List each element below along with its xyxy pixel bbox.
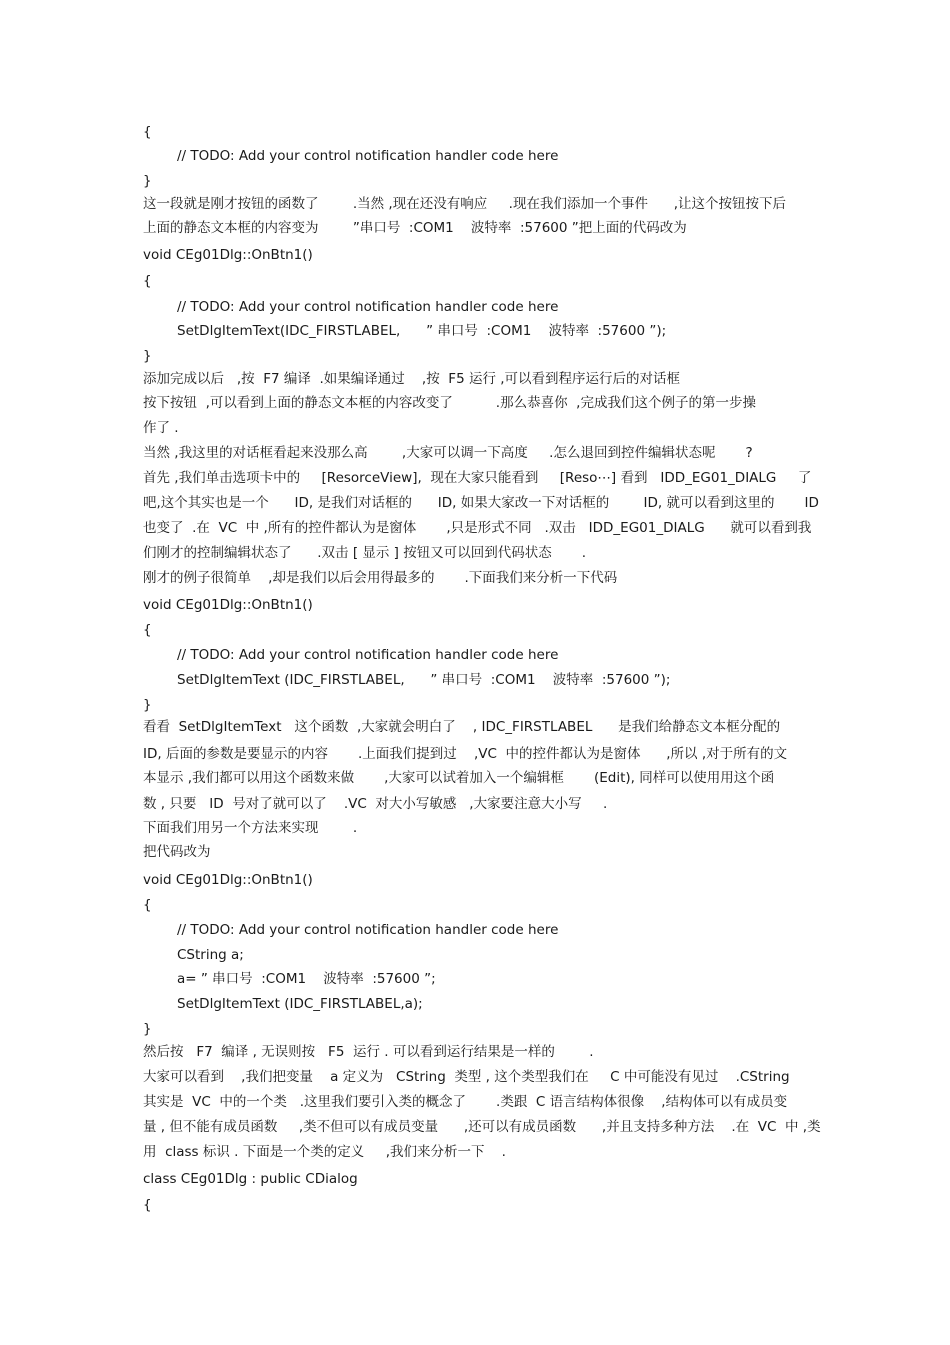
text-line: ID, 后面的参数是要显示的内容 .上面我们提到过 ,VC 中的控件都认为是窗体 ,所以 ,对于所有的文	[143, 746, 788, 762]
text-line: 量 , 但不能有成员函数 ,类不但可以有成员变量 ,还可以有成员函数 ,并且支持多种方法 .在 VC 中 ,类	[143, 1119, 821, 1135]
text-line: 首先 ,我们单击选项卡中的 [ResorceView], 现在大家只能看到 [Reso⋯] 看到 IDD_EG01_DIALG 了	[143, 470, 812, 486]
text-line: 把代码改为	[143, 844, 211, 860]
code-line: CString a;	[177, 947, 244, 963]
text-line: 作了 .	[143, 420, 179, 436]
text-line: 本显示 ,我们都可以用这个函数来做 ,大家可以试着加入一个编辑框 (Edit), 同样可以使用用这个函	[143, 770, 775, 786]
code-line: a= ” 串口号 :COM1 波特率 :57600 ”;	[177, 971, 436, 987]
text-line: 上面的静态文本框的内容变为 ”串口号 :COM1 波特率 :57600 ”把上面的代码改为	[143, 220, 687, 236]
code-line: {	[143, 273, 152, 289]
text-line: 看看 SetDlgItemText 这个函数 ,大家就会明白了 , IDC_FIRSTLABEL 是我们给静态文本框分配的	[143, 719, 781, 735]
text-line: 添加完成以后 ,按 F7 编译 .如果编译通过 ,按 F5 运行 ,可以看到程序运行后的对话框	[143, 371, 681, 387]
text-line: 用 class 标识 . 下面是一个类的定义 ,我们来分析一下 .	[143, 1144, 506, 1160]
text-line: 下面我们用另一个方法来实现 .	[143, 820, 358, 836]
code-line: // TODO: Add your control notification handler code here	[177, 148, 559, 164]
text-line: 吧,这个其实也是一个 ID, 是我们对话框的 ID, 如果大家改一下对话框的 ID, 就可以看到这里的 ID	[143, 495, 819, 511]
text-line: 们刚才的控制编辑状态了 .双击 [ 显示 ] 按钮又可以回到代码状态 .	[143, 545, 587, 561]
code-line: SetDlgItemText (IDC_FIRSTLABEL,a);	[177, 996, 423, 1012]
code-line: void CEg01Dlg::OnBtn1()	[143, 247, 313, 263]
code-line: }	[143, 1021, 152, 1037]
code-line: {	[143, 622, 152, 638]
text-line: 大家可以看到 ,我们把变量 a 定义为 CString 类型 , 这个类型我们在 C 中可能没有见过 .CString	[143, 1069, 790, 1085]
code-line: // TODO: Add your control notification handler code here	[177, 922, 559, 938]
code-line: }	[143, 348, 152, 364]
code-line: }	[143, 697, 152, 713]
text-line: 其实是 VC 中的一个类 .这里我们要引入类的概念了 .类跟 C 语言结构体很像 ,结构体可以有成员变	[143, 1094, 788, 1110]
code-line: void CEg01Dlg::OnBtn1()	[143, 872, 313, 888]
code-line: void CEg01Dlg::OnBtn1()	[143, 597, 313, 613]
text-line: 这一段就是刚才按钮的函数了 .当然 ,现在还没有响应 .现在我们添加一个事件 ,让这个按钮按下后	[143, 196, 786, 212]
code-line: }	[143, 173, 152, 189]
text-line: 当然 ,我这里的对话框看起来没那么高 ,大家可以调一下高度 .怎么退回到控件编辑状态呢 ?	[143, 445, 753, 461]
code-line: class CEg01Dlg : public CDialog	[143, 1171, 358, 1187]
text-line: 刚才的例子很简单 ,却是我们以后会用得最多的 .下面我们来分析一下代码	[143, 570, 618, 586]
code-line: // TODO: Add your control notification handler code here	[177, 647, 559, 663]
code-line: // TODO: Add your control notification handler code here	[177, 299, 559, 315]
text-line: 数 , 只要 ID 号对了就可以了 .VC 对大小写敏感 ,大家要注意大小写 .	[143, 796, 608, 812]
code-line: SetDlgItemText(IDC_FIRSTLABEL, ” 串口号 :COM1 波特率 :57600 ”);	[177, 323, 667, 339]
text-line: 也变了 .在 VC 中 ,所有的控件都认为是窗体 ,只是形式不同 .双击 IDD_EG01_DIALG 就可以看到我	[143, 520, 812, 536]
code-line: {	[143, 897, 152, 913]
code-line: {	[143, 124, 152, 140]
code-line: SetDlgItemText (IDC_FIRSTLABEL, ” 串口号 :COM1 波特率 :57600 ”);	[177, 672, 671, 688]
code-line: {	[143, 1197, 152, 1213]
text-line: 按下按钮 ,可以看到上面的静态文本框的内容改变了 .那么恭喜你 ,完成我们这个例子的第一步操	[143, 395, 756, 411]
text-line: 然后按 F7 编译 , 无误则按 F5 运行 . 可以看到运行结果是一样的 .	[143, 1044, 594, 1060]
